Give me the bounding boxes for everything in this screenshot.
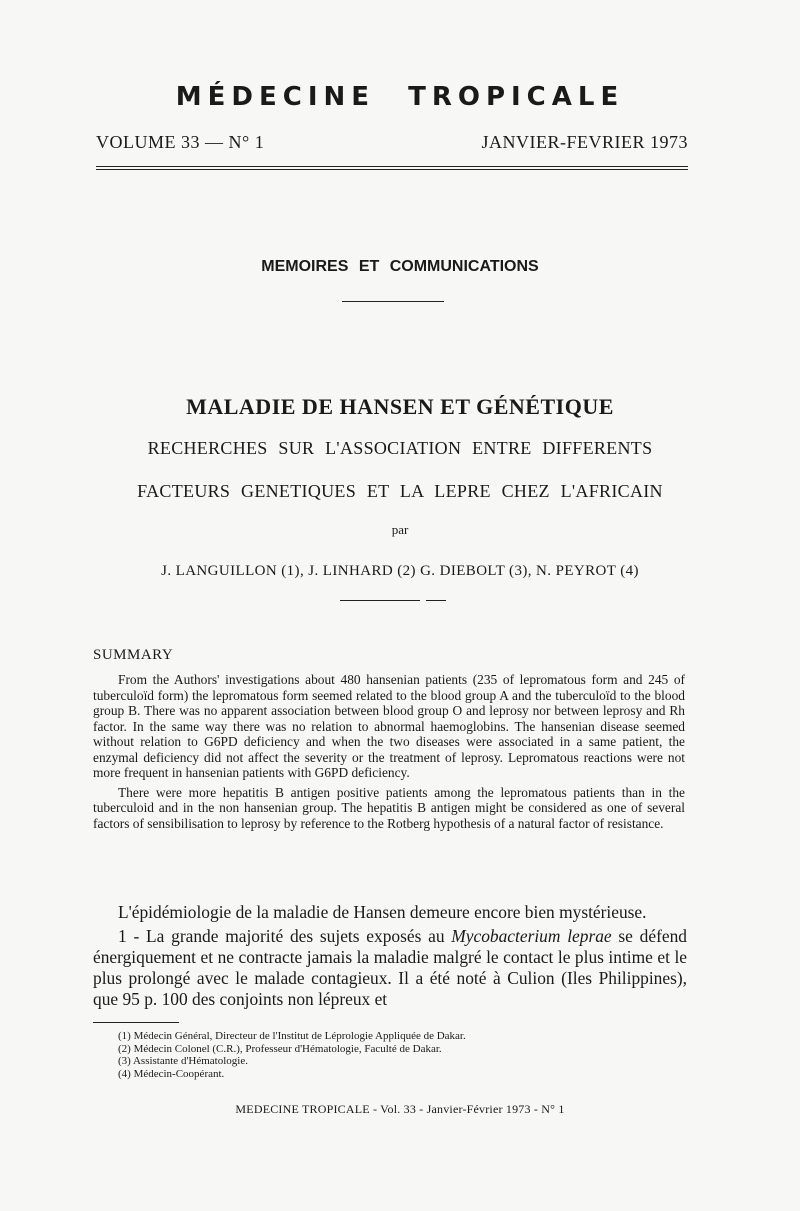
authors-divider-tail [426, 600, 446, 601]
volume-number: VOLUME 33 — N° 1 [96, 132, 265, 152]
authors: J. LANGUILLON (1), J. LINHARD (2) G. DIEBOLT (3), N. PEYROT (4) [161, 563, 639, 579]
footnote-rule [93, 1022, 179, 1023]
summary-paragraph-1: From the Authors' investigations about 480 hansenian patients (235 of lepromatous form and 245 of tuberculoïd form) the lepromatous form seemed related to the blood group A and the tuberculoïd to the blood group B. There was no apparent association between blood group O and leprosy nor between leprosy and Rh factor. In the same way there was no relation to abnormal haemoglobins. The hansenian disease seemed without relation to G6PD deficiency and when the two diseases were associated in a same patient, the enzymal deficiency did not affect the severity or the treatment of leprosy. Lepromatous reactions were not more frequent in hansenian patients with G6PD deficiency. [93, 672, 685, 780]
footnotes [118, 1030, 466, 1080]
summary-text [93, 672, 685, 831]
summary-paragraph-2: There were more hepatitis B antigen positive patients among the lepromatous patients than in the tuberculoid and in the non hansenian group. The hepatitis B antigen might be considered as one of several factors of sensibilisation to leprosy by reference to the Rotberg hypothesis of a natural factor of resistance. [93, 784, 685, 831]
body-paragraph-1: L'épidémiologie de la maladie de Hansen demeure encore bien mystérieuse. [118, 902, 647, 922]
section-heading: MEMOIRES ET COMMUNICATIONS [261, 258, 539, 275]
by-label: par [391, 522, 409, 537]
footnote-3: (3) Assistante d'Hématologie. [118, 1055, 248, 1067]
article-subtitle-line2: FACTEURS GENETIQUES ET LA LEPRE CHEZ L'AFRICAIN [137, 481, 663, 501]
section-divider [342, 301, 444, 302]
article-title: MALADIE DE HANSEN ET GÉNÉTIQUE [186, 394, 614, 419]
issue-date: JANVIER-FEVRIER 1973 [481, 132, 688, 152]
organism-name: Mycobacterium leprae [451, 926, 612, 946]
issue-row [96, 132, 688, 153]
footnote-4: (4) Médecin-Coopérant. [118, 1067, 225, 1080]
footnote-2: (2) Médecin Colonel (C.R.), Professeur d'Hématologie, Faculté de Dakar. [118, 1042, 442, 1055]
body-text [93, 902, 687, 1010]
page-footer: MEDECINE TROPICALE - Vol. 33 - Janvier-Février 1973 - N° 1 [235, 1102, 565, 1116]
authors-divider [340, 600, 420, 601]
header-rule [96, 166, 688, 170]
body-paragraph-2: 1 - La grande majorité des sujets exposés au Mycobacterium leprae se défend énergiquement et ne contracte jamais la maladie malgré le contact le plus intime et le plus prolongé avec le malade contagieux. Il a été noté à Culion (Iles Philippines), que 95 p. 100 des conjoints non lépreux et [93, 926, 687, 1009]
footnote-1: (1) Médecin Général, Directeur de l'Institut de Léprologie Appliquée de Dakar. [118, 1030, 466, 1042]
summary-heading: SUMMARY [93, 647, 174, 663]
journal-title: MÉDECINE TROPICALE [175, 82, 625, 112]
article-subtitle-line1: RECHERCHES SUR L'ASSOCIATION ENTRE DIFFERENTS [147, 438, 653, 458]
